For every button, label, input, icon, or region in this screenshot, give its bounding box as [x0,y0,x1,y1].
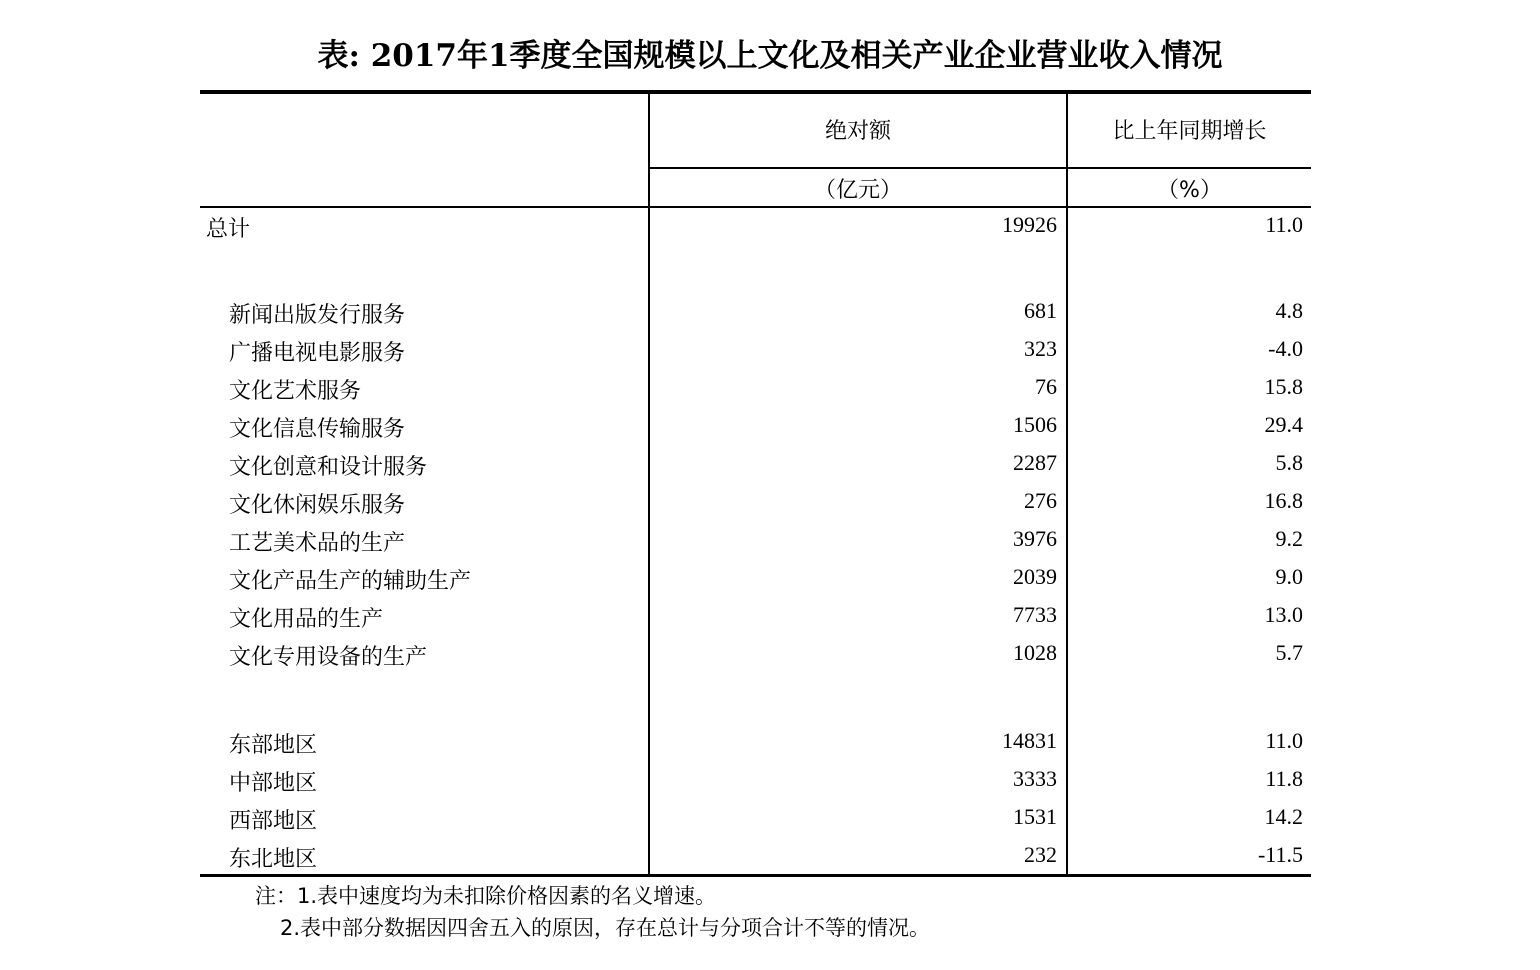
header-amount: 绝对额 [824,119,891,144]
row-label: 文化用品的生产 [229,607,384,632]
amount-cell: 14831 [1002,728,1057,753]
amount-cell: 19926 [1002,212,1057,237]
row-label: 西部地区 [229,809,318,834]
growth-cell: 29.4 [1264,412,1303,437]
row-label: 文化信息传输服务 [229,417,406,442]
growth-cell: 5.8 [1275,450,1303,475]
amount-cell: 2039 [1013,564,1057,589]
amount-cell: 232 [1024,842,1057,867]
growth-cell: 16.8 [1264,488,1303,513]
row-label: 广播电视电影服务 [229,341,406,366]
amount-cell: 3333 [1013,766,1057,791]
table-bottom-rule [200,874,1311,877]
row-label: 总计 [206,217,251,242]
row-label: 文化艺术服务 [229,379,362,404]
growth-cell: 13.0 [1264,602,1303,627]
growth-cell: 5.7 [1275,640,1303,665]
row-label: 文化创意和设计服务 [229,455,428,480]
growth-cell: 15.8 [1264,374,1303,399]
growth-cell: 9.2 [1275,526,1303,551]
growth-cell: 14.2 [1264,804,1303,829]
amount-cell: 2287 [1013,450,1057,475]
table-top-rule [200,90,1311,94]
column-divider-2 [1066,94,1068,874]
note-2: 2.表中部分数据因四舍五入的原因，存在总计与分项合计不等的情况。 [280,916,931,940]
growth-cell: 11.8 [1265,766,1303,791]
growth-cell: -4.0 [1268,336,1303,361]
row-label: 文化产品生产的辅助生产 [229,569,472,594]
row-label: 东部地区 [229,733,318,758]
note-1: 注：1.表中速度均为未扣除价格因素的名义增速。 [255,884,717,908]
header-amount-unit: （亿元） [813,178,902,203]
growth-cell: 11.0 [1265,728,1303,753]
growth-cell: 9.0 [1275,564,1303,589]
header-growth-unit: （%） [1157,178,1222,203]
row-label: 新闻出版发行服务 [229,303,406,328]
amount-cell: 76 [1035,374,1057,399]
row-label: 工艺美术品的生产 [229,531,406,556]
data-table [200,90,1311,878]
amount-cell: 1028 [1013,640,1057,665]
header-growth: 比上年同期增长 [1112,119,1267,144]
header-divider [648,167,1311,169]
column-divider-1 [648,94,650,874]
row-label: 文化专用设备的生产 [229,645,428,670]
amount-cell: 1506 [1013,412,1057,437]
amount-cell: 681 [1024,298,1057,323]
amount-cell: 7733 [1013,602,1057,627]
header-bottom-rule [200,206,1311,208]
row-label: 文化休闲娱乐服务 [229,493,406,518]
growth-cell: 4.8 [1275,298,1303,323]
row-label: 东北地区 [229,847,318,872]
row-label: 中部地区 [229,771,318,796]
amount-cell: 323 [1024,336,1057,361]
amount-cell: 276 [1024,488,1057,513]
amount-cell: 3976 [1013,526,1057,551]
growth-cell: -11.5 [1257,842,1303,867]
amount-cell: 1531 [1013,804,1057,829]
growth-cell: 11.0 [1265,212,1303,237]
table-title: 表: 2017年1季度全国规模以上文化及相关产业企业营业收入情况 [317,38,1223,74]
